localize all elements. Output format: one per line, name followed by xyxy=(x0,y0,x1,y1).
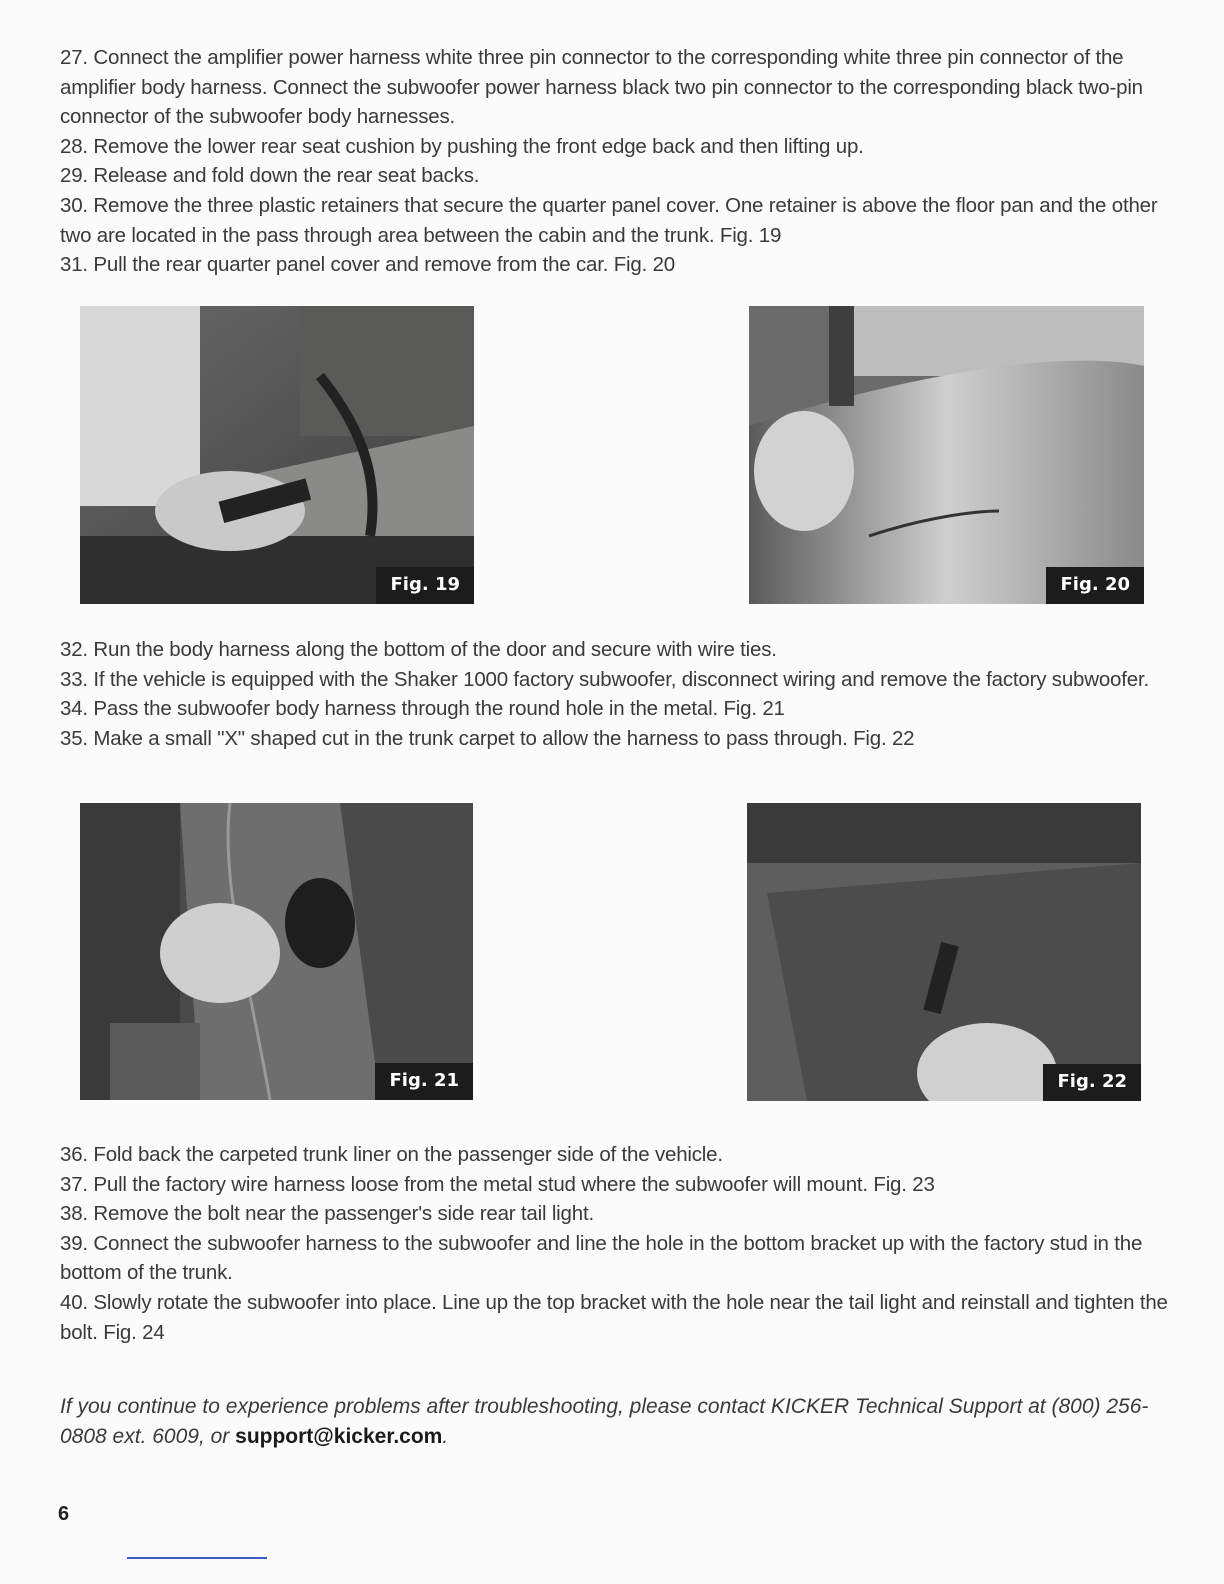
step-33: 33. If the vehicle is equipped with the Shaker 1000 factory subwoofer, disconnect wiring and remove the factory subwoofer. xyxy=(60,667,1149,691)
step-35: 35. Make a small "X" shaped cut in the trunk carpet to allow the harness to pass through. Fig. 22 xyxy=(60,726,915,750)
footer-rule xyxy=(127,1557,267,1559)
figure-22-photo xyxy=(747,803,1141,1101)
step-27: 27. Connect the amplifier power harness white three pin connector to the corresponding white three pin connector of the amplifier body harness. Connect the subwoofer power harness black two pin connector to the corresponding black two-pin connector of the subwoofer body harnesses. xyxy=(60,46,1143,129)
step-39: 39. Connect the subwoofer harness to the subwoofer and line the hole in the bottom bracket up with the factory stud in the bottom of the trunk. xyxy=(60,1231,1143,1285)
step-40: 40. Slowly rotate the subwoofer into place. Line up the top bracket with the hole near the tail light and reinstall and tighten the bolt. Fig. 24 xyxy=(60,1290,1168,1344)
support-note xyxy=(60,1392,1170,1452)
step-38: 38. Remove the bolt near the passenger's side rear tail light. xyxy=(60,1202,594,1226)
page-number: 6 xyxy=(58,1503,70,1525)
support-end: . xyxy=(442,1425,449,1448)
figure-20-label: Fig. 20 xyxy=(1046,567,1144,604)
step-31: 31. Pull the rear quarter panel cover and remove from the car. Fig. 20 xyxy=(60,253,675,277)
support-text: If you continue to experience problems after troubleshooting, please contact KICKER Technical Support at (800) 256-0808 ext. 6009, or xyxy=(60,1395,1149,1448)
steps-27-31 xyxy=(60,43,1170,280)
figure-21-photo xyxy=(80,803,473,1100)
step-37: 37. Pull the factory wire harness loose from the metal stud where the subwoofer will mount. Fig. 23 xyxy=(60,1172,935,1196)
figure-19-photo xyxy=(80,306,474,604)
support-email-link[interactable]: support@kicker.com xyxy=(235,1425,443,1448)
step-30: 30. Remove the three plastic retainers that secure the quarter panel cover. One retainer is above the floor pan and the other two are located in the pass through area between the cabin and the trunk. Fig. 19 xyxy=(60,193,1158,247)
figure-20-photo xyxy=(749,306,1144,604)
step-34: 34. Pass the subwoofer body harness through the round hole in the metal. Fig. 21 xyxy=(60,697,785,721)
step-32: 32. Run the body harness along the bottom of the door and secure with wire ties. xyxy=(60,638,777,661)
figure-22-label: Fig. 22 xyxy=(1043,1064,1141,1101)
steps-36-40 xyxy=(60,1140,1170,1347)
figure-19-label: Fig. 19 xyxy=(376,567,474,604)
figure-21-label: Fig. 21 xyxy=(375,1063,473,1100)
step-36: 36. Fold back the carpeted trunk liner on the passenger side of the vehicle. xyxy=(60,1143,723,1166)
step-28: 28. Remove the lower rear seat cushion by pushing the front edge back and then lifting up. xyxy=(60,134,864,158)
steps-32-35 xyxy=(60,635,1170,753)
step-29: 29. Release and fold down the rear seat backs. xyxy=(60,164,480,188)
